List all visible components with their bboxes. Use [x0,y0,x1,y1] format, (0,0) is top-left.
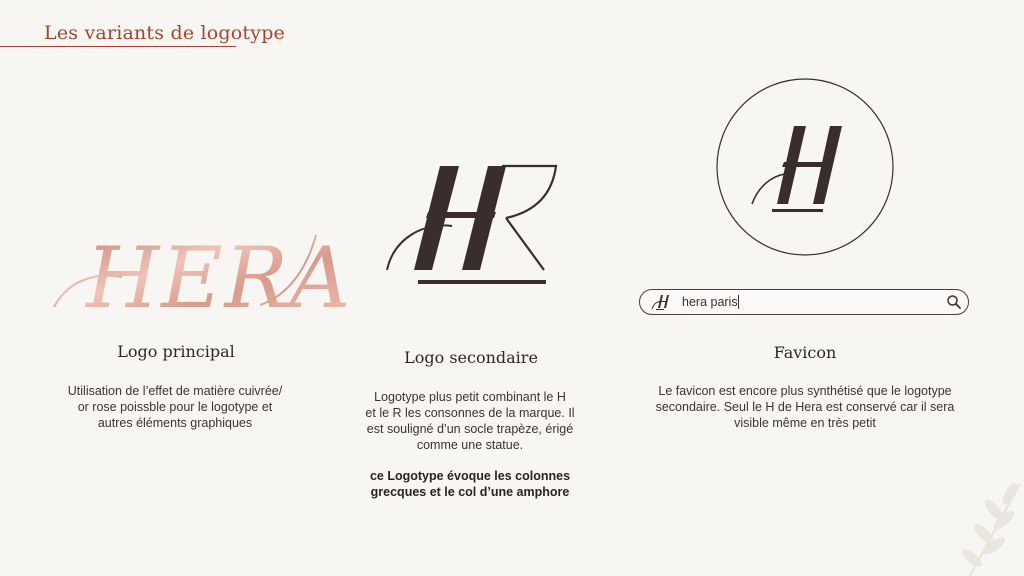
logo-principal-title: Logo principal [117,342,235,361]
description-line: Le favicon est encore plus synthétisé que le logotype [658,384,952,398]
logo-secondaire-description [345,389,595,500]
main-logo-wordmark: HERA [86,229,353,327]
description-line: autres éléments graphiques [97,416,253,430]
logo-principal-description [40,383,310,431]
search-bar[interactable] [639,289,969,315]
emphasis-line: grecques et le col d’une amphore [370,485,570,499]
description-line: visible même en très petit [734,416,876,430]
description-line: Logotype plus petit combinant le H [374,390,566,404]
emphasis-line: ce Logotype évoque les colonnes [369,469,571,483]
description-line: Utilisation de l’effet de matière cuivrée/ [67,384,283,398]
search-icon[interactable] [946,294,962,310]
logo-secondaire-title: Logo secondaire [404,348,538,367]
description-line: est souligné d’un socle trapèze, érigé [366,422,574,436]
main-logo [50,225,353,327]
description-line: et le R les consonnes de la marque. Il [365,406,575,420]
leaf-decoration [950,480,1024,576]
search-query[interactable]: hera paris [682,295,738,309]
description-line: secondaire. Seul le H de Hera est conservé car il sera [655,400,955,414]
favicon-logo [716,78,896,258]
description-line: or rose poissble pour le logotype et [77,400,273,414]
favicon-icon [650,293,674,311]
text-caret [738,295,739,309]
favicon-description [630,383,980,431]
title-underline [0,46,236,47]
secondary-logo [384,160,559,290]
description-line: comme une statue. [416,438,524,452]
section-title: Les variants de logotype [44,22,286,44]
favicon-title: Favicon [773,343,837,362]
